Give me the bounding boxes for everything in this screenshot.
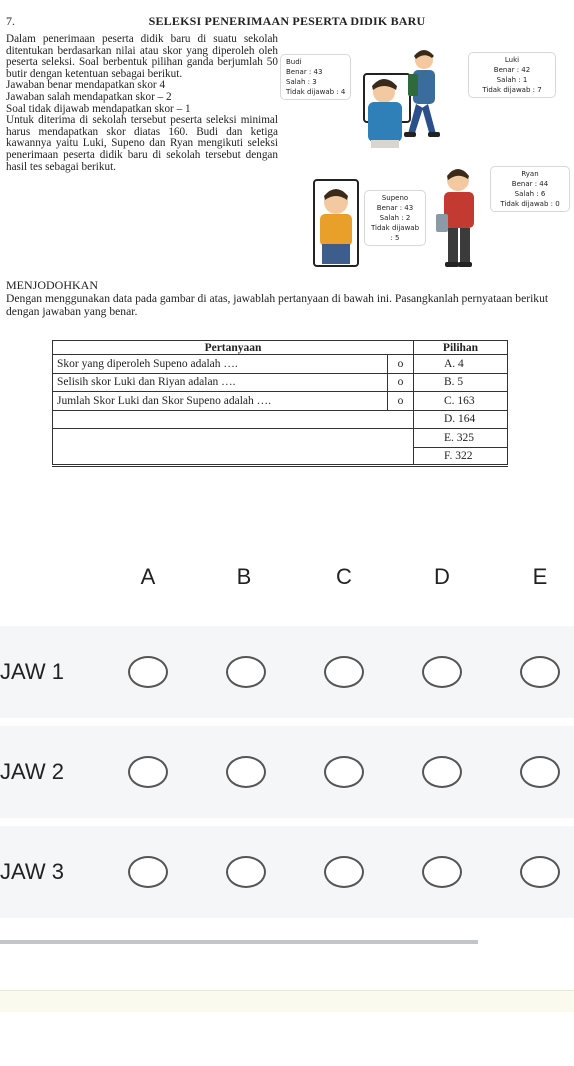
radio-jaw1-b[interactable] (226, 656, 266, 688)
students-illustration (280, 30, 574, 280)
rule-correct: Jawaban benar mendapatkan skor 4 (6, 79, 166, 92)
supeno-benar: Benar : 43 (376, 204, 414, 212)
ryan-benar: Benar : 44 (511, 180, 549, 188)
column-a: A (140, 564, 156, 589)
question-2-connector[interactable]: o (388, 373, 414, 392)
luki-salah: Salah : 1 (496, 76, 528, 84)
row-label-jaw-3: JAW 3 (0, 859, 64, 884)
supeno-salah: Salah : 2 (379, 214, 411, 222)
ryan-figure (436, 169, 474, 267)
question-2: Selisih skor Luki dan Riyan adalan …. (53, 373, 388, 392)
radio-jaw2-b[interactable] (226, 756, 266, 788)
intro-paragraph-1: Dalam penerimaan peserta didik baru di suatu sekolah ditentukan berdasarkan nilai atau skor yang diperoleh oleh peserta seleksi. Soal berbentuk pilihan ganda berjumlah 50 butir dengan ketentuan sebagai berikut. (6, 33, 278, 80)
luki-figure (404, 50, 440, 137)
column-c: C (336, 564, 352, 589)
ryan-salah: Salah : 6 (514, 190, 546, 198)
table-row (53, 410, 508, 429)
budi-score-tag (280, 54, 351, 100)
answer-grid-header (0, 560, 574, 600)
radio-jaw3-d[interactable] (422, 856, 462, 888)
radio-jaw1-c[interactable] (324, 656, 364, 688)
choice-f: F. 322 (414, 447, 508, 466)
luki-benar: Benar : 42 (493, 66, 531, 74)
matching-table (52, 340, 508, 467)
horizontal-scrollbar[interactable] (0, 940, 478, 944)
luki-name: Luki (504, 56, 520, 64)
column-b: B (236, 564, 252, 589)
choice-d: D. 164 (414, 410, 508, 429)
radio-jaw1-a[interactable] (128, 656, 168, 688)
choice-b: B. 5 (414, 373, 508, 392)
rule-wrong: Jawaban salah mendapatkan skor – 2 (6, 90, 172, 103)
row-label-jaw-2: JAW 2 (0, 759, 64, 784)
answer-row-jaw-3 (0, 826, 574, 918)
question-number: 7. (6, 14, 15, 28)
table-row (53, 373, 508, 392)
row-label-jaw-1: JAW 1 (0, 659, 64, 684)
luki-score-tag (468, 52, 556, 98)
empty-cell (53, 410, 414, 429)
table-row (53, 392, 508, 411)
question-3: Jumlah Skor Luki dan Skor Supeno adalah …. (53, 392, 388, 411)
radio-jaw2-c[interactable] (324, 756, 364, 788)
supeno-name: Supeno (381, 194, 409, 202)
radio-jaw3-e[interactable] (520, 856, 560, 888)
budi-benar: Benar : 43 (286, 68, 323, 76)
ryan-name: Ryan (521, 170, 539, 178)
answer-row-jaw-1 (0, 626, 574, 718)
answer-row-jaw-2 (0, 726, 574, 818)
radio-jaw2-e[interactable] (520, 756, 560, 788)
instruction-text: Dengan menggunakan data pada gambar di atas, jawablah pertanyaan di bawah ini. Pasangkanlah pernyataan berikut dengan jawaban yang benar. (6, 292, 549, 318)
column-e: E (532, 564, 548, 589)
choice-a: A. 4 (414, 355, 508, 374)
ryan-tidak: Tidak dijawab : 0 (500, 200, 560, 208)
supeno-score-tag (364, 190, 426, 246)
question-1-connector[interactable]: o (388, 355, 414, 374)
header-choice: Pilihan (414, 341, 508, 355)
radio-jaw3-a[interactable] (128, 856, 168, 888)
table-header-row (53, 341, 508, 355)
choice-e: E. 325 (414, 429, 508, 448)
footer-band (0, 990, 574, 1012)
question-1: Skor yang diperoleh Supeno adalah …. (53, 355, 388, 374)
intro-paragraph-2: Untuk diterima di sekolah tersebut peserta seleksi minimal harus mendapatkan skor diatas 160. Budi dan ketiga kawannya yaitu Luki, Supeno dan Ryan mengikuti seleksi penerimaan peserta didik baru di sekolah tersebut dengan hasil tes sebagai berikut. (6, 114, 278, 173)
radio-jaw3-c[interactable] (324, 856, 364, 888)
header-question: Pertanyaan (53, 341, 414, 355)
rule-unanswered: Soal tidak dijawab mendapatkan skor – 1 (6, 102, 191, 115)
intro-text (6, 34, 278, 173)
budi-salah: Salah : 3 (286, 78, 317, 86)
luki-tidak: Tidak dijawab : 7 (482, 86, 542, 94)
supeno-tidak: Tidak dijawab : 5 (370, 224, 420, 242)
question-3-connector[interactable]: o (388, 392, 414, 411)
section-title: MENJODOHKAN (6, 278, 98, 292)
radio-jaw3-b[interactable] (226, 856, 266, 888)
supeno-figure (314, 180, 358, 266)
radio-jaw2-d[interactable] (422, 756, 462, 788)
table-row (53, 355, 508, 374)
radio-jaw1-d[interactable] (422, 656, 462, 688)
answer-grid (0, 560, 574, 884)
empty-cell (53, 429, 414, 466)
radio-jaw2-a[interactable] (128, 756, 168, 788)
budi-tidak: Tidak dijawab : 4 (286, 88, 346, 96)
budi-figure (364, 74, 410, 148)
choice-c: C. 163 (414, 392, 508, 411)
budi-name: Budi (286, 58, 302, 66)
question-title: SELEKSI PENERIMAAN PESERTA DIDIK BARU (148, 14, 426, 28)
column-d: D (434, 564, 450, 589)
radio-jaw1-e[interactable] (520, 656, 560, 688)
ryan-score-tag (490, 166, 570, 212)
table-row (53, 429, 508, 448)
